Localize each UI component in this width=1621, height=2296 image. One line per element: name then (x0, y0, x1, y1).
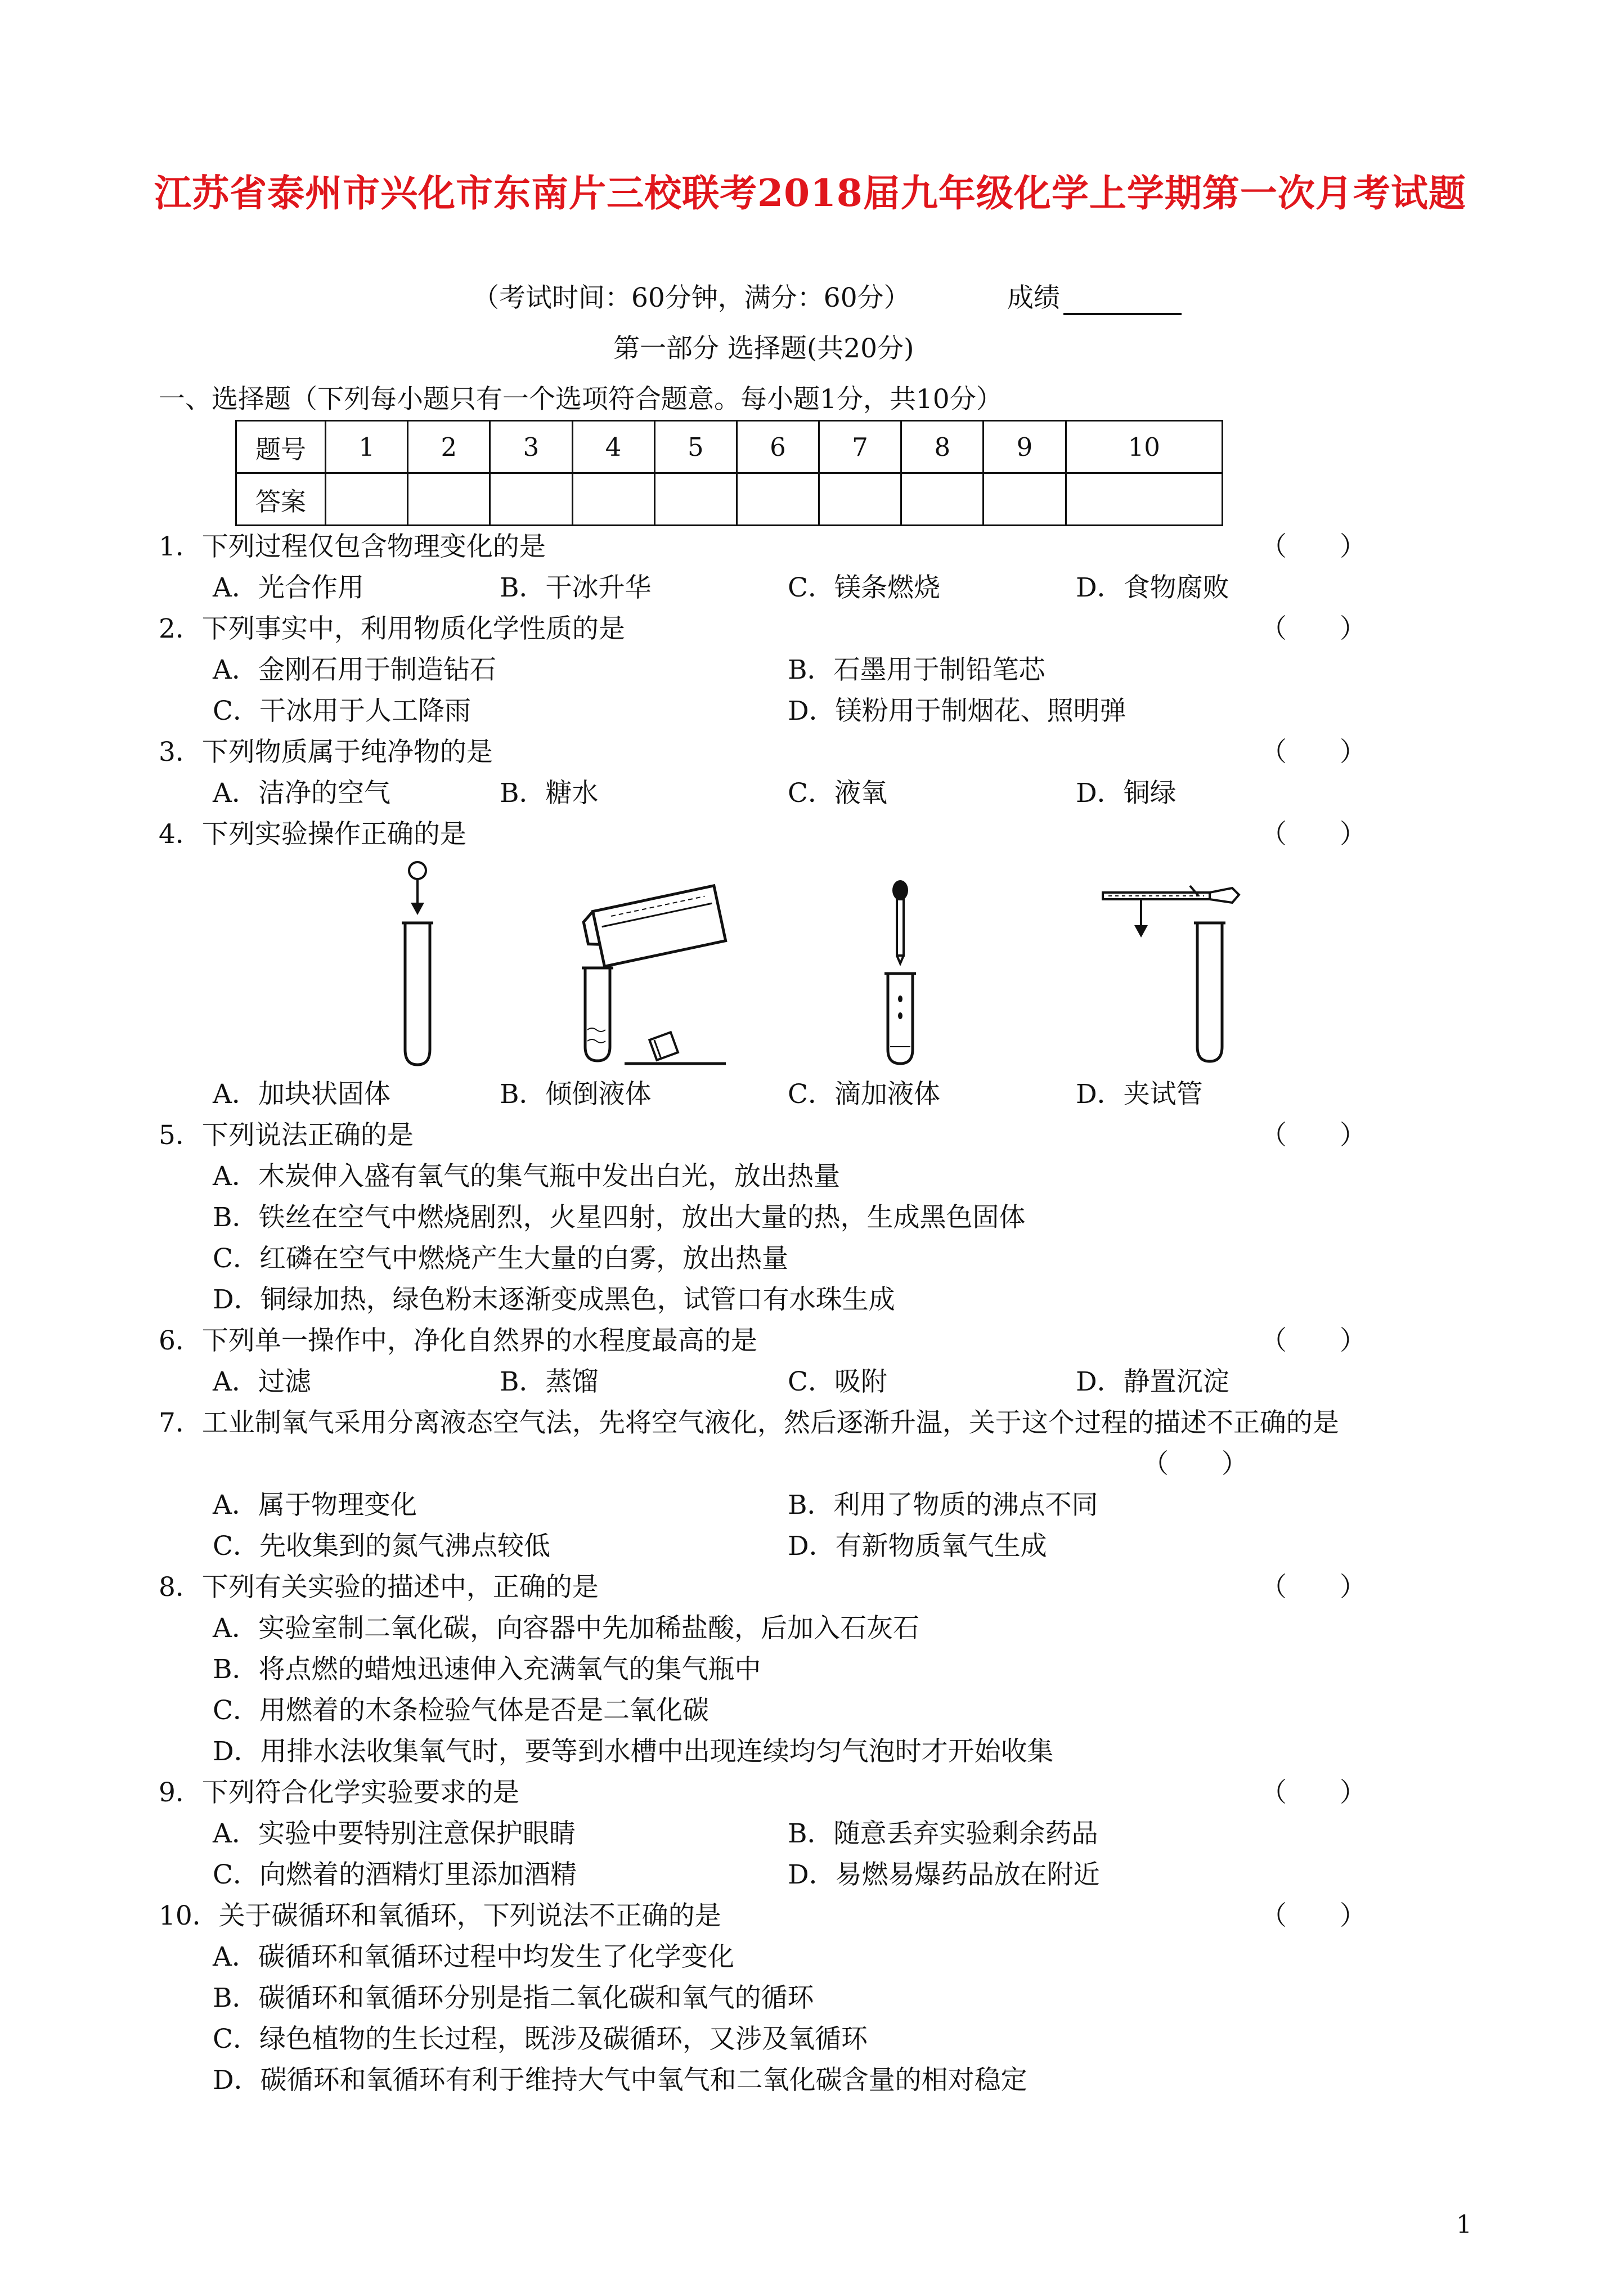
question-6-option-d: D．静置沉淀 (1076, 1366, 1229, 1397)
figure-pour-liquid (563, 878, 737, 1069)
question-9-option-b: B．随意丢弃实验剩余药品 (788, 1818, 1098, 1849)
question-5-option-b: B．铁丝在空气中燃烧剧烈，火星四射，放出大量的热，生成黑色固体 (213, 1202, 1026, 1233)
question-8-option-b: B．将点燃的蜡烛迅速伸入充满氧气的集气瓶中 (213, 1654, 761, 1685)
answer-bracket: （ ） (1260, 819, 1366, 850)
score-label: 成绩 (1007, 282, 1060, 313)
question-9-option-d: D．易燃易爆药品放在附近 (788, 1859, 1100, 1890)
answer-cell[interactable] (490, 473, 572, 526)
question-6-stem: 6．下列单一操作中，净化自然界的水程度最高的是 (159, 1325, 757, 1356)
answer-cell[interactable] (654, 473, 737, 526)
table-cell-number: 6 (737, 421, 819, 473)
question-7-stem: 7．工业制氧气采用分离液态空气法，先将空气液化，然后逐渐升温，关于这个过程的描述不正确的是 (159, 1407, 1339, 1438)
question-2-option-c: C．干冰用于人工降雨 (213, 696, 471, 727)
answer-bracket: （ ） (1260, 737, 1366, 768)
question-2-option-a: A．金刚石用于制造钻石 (213, 654, 496, 685)
figure-drop-liquid (861, 878, 940, 1069)
answer-bracket: （ ） (1260, 1777, 1366, 1808)
section1-title: 一、选择题（下列每小题只有一个选项符合题意。每小题1分，共10分） (159, 384, 1003, 415)
answer-bracket: （ ） (1260, 1325, 1366, 1356)
question-8-stem: 8．下列有关实验的描述中，正确的是 (159, 1572, 599, 1603)
question-8-option-c: C．用燃着的木条检验气体是否是二氧化碳 (213, 1695, 709, 1726)
answer-cell[interactable] (408, 473, 490, 526)
table-header-answer: 答案 (236, 473, 326, 526)
answer-cell[interactable] (819, 473, 901, 526)
answer-cell[interactable] (326, 473, 408, 526)
question-2-option-b: B．石墨用于制铅笔芯 (788, 654, 1045, 685)
question-4-option-a: A．加块状固体 (213, 1079, 390, 1110)
table-cell-number: 5 (654, 421, 737, 473)
question-5-stem: 5．下列说法正确的是 (159, 1120, 414, 1151)
question-3-option-d: D．铜绿 (1076, 778, 1177, 809)
table-cell-number: 10 (1066, 421, 1222, 473)
question-6-option-a: A．过滤 (213, 1366, 311, 1397)
score-blank (1063, 286, 1182, 315)
answer-cell[interactable] (984, 473, 1066, 526)
table-cell-number: 8 (901, 421, 984, 473)
question-7-option-c: C．先收集到的氮气沸点较低 (213, 1531, 550, 1562)
answer-bracket: （ ） (1142, 1449, 1248, 1479)
figure-clamp-test-tube (1097, 878, 1255, 1069)
question-4-option-c: C．滴加液体 (788, 1079, 940, 1110)
question-7-option-b: B．利用了物质的沸点不同 (788, 1490, 1098, 1521)
question-5-option-d: D．铜绿加热，绿色粉末逐渐变成黑色，试管口有水珠生成 (213, 1284, 895, 1315)
answer-table-number-row (236, 421, 1223, 473)
question-10-option-b: B．碳循环和氧循环分别是指二氧化碳和氧气的循环 (213, 1983, 814, 2014)
question-7-option-a: A．属于物理变化 (213, 1490, 417, 1521)
question-8-option-d: D．用排水法收集氧气时，要等到水槽中出现连续均匀气泡时才开始收集 (213, 1736, 1054, 1767)
score-field (1007, 281, 1182, 315)
question-10-option-a: A．碳循环和氧循环过程中均发生了化学变化 (213, 1941, 734, 1972)
part1-title: 第一部分 选择题(共20分) (613, 333, 914, 364)
question-2-stem: 2．下列事实中，利用物质化学性质的是 (159, 613, 625, 644)
question-8-option-a: A．实验室制二氧化碳，向容器中先加稀盐酸，后加入石灰石 (213, 1613, 919, 1644)
question-3-option-c: C．液氧 (788, 778, 887, 809)
answer-cell[interactable] (572, 473, 654, 526)
question-7-option-d: D．有新物质氧气生成 (788, 1531, 1047, 1562)
question-6-option-b: B．蒸馏 (500, 1366, 599, 1397)
question-5-option-a: A．木炭伸入盛有氧气的集气瓶中发出白光，放出热量 (213, 1161, 840, 1192)
table-cell-number: 2 (408, 421, 490, 473)
question-9-stem: 9．下列符合化学实验要求的是 (159, 1777, 519, 1808)
answer-bracket: （ ） (1260, 1572, 1366, 1603)
question-3-option-a: A．洁净的空气 (213, 778, 390, 809)
question-3-stem: 3．下列物质属于纯净物的是 (159, 737, 493, 768)
page-number: 1 (1456, 2210, 1472, 2239)
table-cell-number: 1 (326, 421, 408, 473)
answer-table-answer-row (236, 473, 1223, 526)
answer-cell[interactable] (1066, 473, 1222, 526)
question-10-stem: 10．关于碳循环和氧循环，下列说法不正确的是 (159, 1900, 721, 1931)
table-cell-number: 9 (984, 421, 1066, 473)
question-10-option-c: C．绿色植物的生长过程，既涉及碳循环，又涉及氧循环 (213, 2024, 868, 2055)
table-cell-number: 7 (819, 421, 901, 473)
answer-bracket: （ ） (1260, 1120, 1366, 1151)
answer-bracket: （ ） (1260, 531, 1366, 562)
answer-table (235, 420, 1223, 526)
question-3-option-b: B．糖水 (500, 778, 599, 809)
question-1-option-a: A．光合作用 (213, 572, 364, 603)
question-4-option-d: D．夹试管 (1076, 1079, 1203, 1110)
table-cell-number: 4 (572, 421, 654, 473)
table-cell-number: 3 (490, 421, 572, 473)
question-5-option-c: C．红磷在空气中燃烧产生大量的白雾，放出热量 (213, 1243, 788, 1274)
table-header-number: 题号 (236, 421, 326, 473)
question-2-option-d: D．镁粉用于制烟花、照明弹 (788, 696, 1126, 727)
question-4-option-b: B．倾倒液体 (500, 1079, 652, 1110)
question-4-stem: 4．下列实验操作正确的是 (159, 819, 466, 850)
page-title: 江苏省泰州市兴化市东南片三校联考2018届九年级化学上学期第一次月考试题 (154, 171, 1466, 215)
answer-bracket: （ ） (1260, 613, 1366, 644)
answer-cell[interactable] (901, 473, 984, 526)
figure-add-block-solid (383, 855, 461, 1069)
question-1-stem: 1．下列过程仅包含物理变化的是 (159, 531, 546, 562)
question-10-option-d: D．碳循环和氧循环有利于维持大气中氧气和二氧化碳含量的相对稳定 (213, 2065, 1027, 2096)
exam-info: （考试时间：60分钟，满分：60分） (473, 282, 910, 313)
question-9-option-a: A．实验中要特别注意保护眼睛 (213, 1818, 576, 1849)
answer-cell[interactable] (737, 473, 819, 526)
question-1-option-b: B．干冰升华 (500, 572, 652, 603)
question-6-option-c: C．吸附 (788, 1366, 887, 1397)
question-1-option-d: D．食物腐败 (1076, 572, 1229, 603)
question-1-option-c: C．镁条燃烧 (788, 572, 940, 603)
answer-bracket: （ ） (1260, 1900, 1366, 1931)
question-9-option-c: C．向燃着的酒精灯里添加酒精 (213, 1859, 577, 1890)
